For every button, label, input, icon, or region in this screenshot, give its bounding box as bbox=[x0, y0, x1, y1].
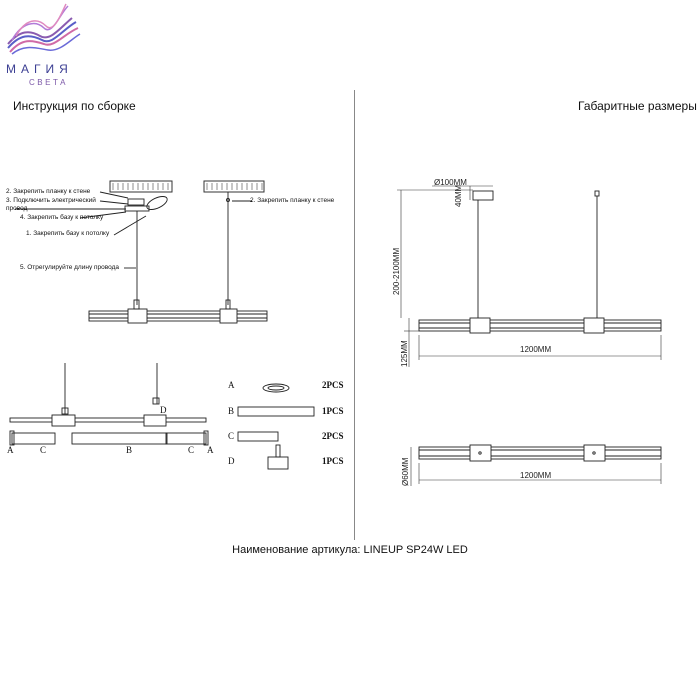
step-fix-bracket-wall-right: 2. Закрепить планку к стене bbox=[250, 197, 335, 204]
dimensions-heading: Габаритные размеры bbox=[578, 99, 697, 113]
part-qty-b: 1PCS bbox=[322, 406, 344, 416]
dim-length-front: 1200MM bbox=[520, 345, 552, 354]
part-letter-d: D bbox=[228, 456, 235, 466]
article-name: Наименование артикула: LINEUP SP24W LED bbox=[232, 544, 468, 556]
exploded-label-a-right: A bbox=[207, 445, 214, 455]
exploded-label-d: D bbox=[160, 405, 167, 415]
ceiling-hatch-right bbox=[204, 181, 264, 192]
part-qty-c: 2PCS bbox=[322, 431, 344, 441]
step-fix-base-ceiling-4: 4. Закрепить базу к потолку bbox=[20, 214, 104, 221]
dim-canopy-diameter: Ø100MM bbox=[434, 178, 467, 187]
exploded-label-c-right: C bbox=[188, 445, 195, 455]
step-fix-bracket-wall: 2. Закрепить планку к стене bbox=[6, 188, 91, 195]
dim-canopy-height: 40MM bbox=[454, 184, 463, 207]
exploded-label-b: B bbox=[126, 445, 133, 455]
logo-wordmark: МАГИЯ bbox=[6, 62, 73, 76]
part-letter-c: C bbox=[228, 431, 235, 441]
dim-diameter: Ø60MM bbox=[401, 457, 410, 486]
part-qty-a: 2PCS bbox=[322, 380, 344, 390]
dim-suspension-length: 200-2100MM bbox=[392, 247, 401, 295]
step-fix-base-ceiling-1: 1. Закрепить базу к потолку bbox=[26, 230, 110, 237]
step-connect-wire: 3. Подключить электрический провод bbox=[6, 197, 96, 212]
part-letter-a: A bbox=[228, 380, 235, 390]
dim-body-height: 125MM bbox=[400, 340, 409, 367]
part-letter-b: B bbox=[228, 406, 235, 416]
assembly-instructions-heading: Инструкция по сборке bbox=[13, 99, 136, 113]
logo-subtitle: СВЕТА bbox=[29, 78, 68, 87]
step-adjust-wire-length: 5. Отрегулируйте длину провода bbox=[20, 264, 120, 271]
dim-length-top: 1200MM bbox=[520, 471, 552, 480]
part-qty-d: 1PCS bbox=[322, 456, 344, 466]
exploded-label-a-left: A bbox=[7, 445, 14, 455]
exploded-label-c-left: C bbox=[40, 445, 47, 455]
